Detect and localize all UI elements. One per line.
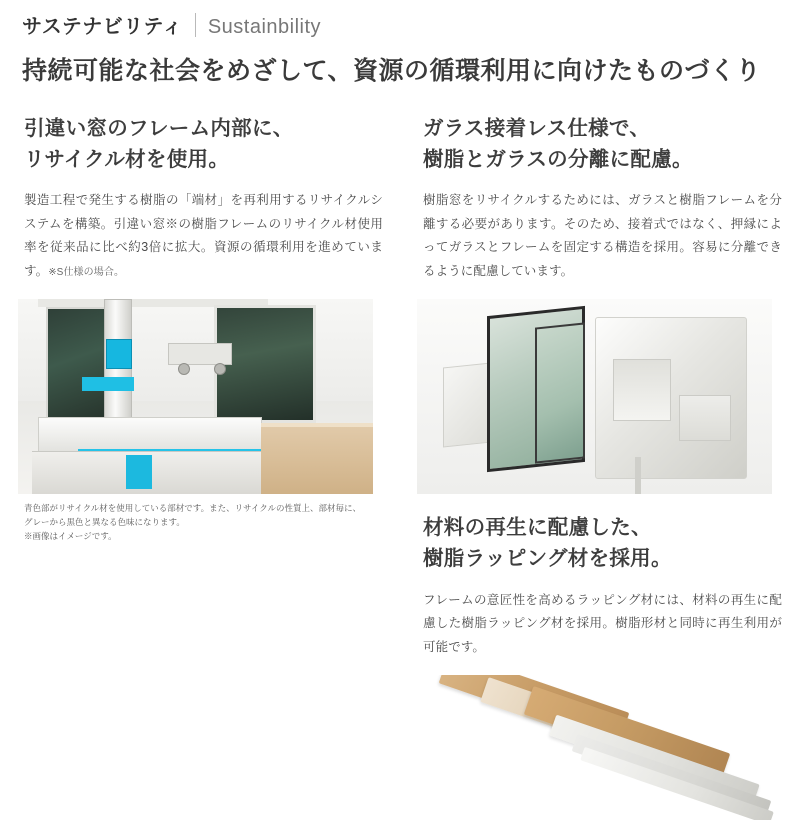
left-figure-caption-line3: ※画像はイメージです。 — [24, 530, 117, 541]
right-section2-title-line2: 樹脂ラッピング材を採用。 — [423, 547, 672, 571]
window-frame-cutaway-photo — [18, 299, 373, 494]
left-section-title-line2: リサイクル材を使用。 — [24, 148, 230, 172]
glass-resin-separation-photo — [417, 299, 772, 494]
recycled-material-part-1 — [106, 339, 132, 369]
left-section-title-line1: 引違い窓のフレーム内部に、 — [24, 117, 294, 140]
content-columns — [18, 113, 782, 820]
left-figure-caption-line2: グレーから黒色と異なる色味になります。 — [24, 517, 185, 528]
right-figure-2 — [417, 675, 782, 820]
frame-hollow-chamber-2 — [679, 395, 731, 441]
wood-counter-edge — [261, 423, 373, 427]
metal-plate — [168, 343, 232, 365]
right-section1-title — [417, 113, 782, 175]
right-section1-title-line2: 樹脂とガラスの分離に配慮。 — [423, 148, 693, 172]
left-figure — [18, 299, 383, 543]
glass-unit-inner — [535, 323, 585, 464]
recycled-material-part-3 — [126, 455, 152, 489]
right-section1-title-line1: ガラス接着レス仕様で、 — [423, 117, 651, 140]
right-column — [417, 113, 782, 820]
left-figure-caption — [18, 502, 383, 543]
header-title-jp: サステナビリティ — [22, 16, 183, 38]
window-sill — [38, 417, 262, 453]
recycled-material-part-2 — [82, 377, 134, 391]
wood-counter — [261, 423, 373, 494]
right-section2-body: フレームの意匠性を高めるラッピング材には、材料の再生に配慮した樹脂ラッピング材を採用。樹脂形材と同時に再生利用が可能です。 — [423, 592, 782, 654]
glazing-bead-clip — [443, 363, 491, 448]
right-section2 — [417, 512, 782, 820]
left-section-title — [18, 113, 383, 175]
page-header — [18, 10, 782, 39]
left-figure-caption-line1: 青色部がリサイクル材を使用している部材です。また、リサイクルの性質上、部材毎に、 — [24, 503, 361, 514]
page-title: 持続可能な社会をめざして、資源の循環利用に向けたものづくり — [22, 57, 762, 85]
header-title-en: Sustainbility — [207, 16, 322, 38]
frame-support-rod — [635, 457, 641, 494]
left-section-body-note: ※S仕様の場合。 — [48, 266, 125, 278]
frame-hollow-chamber-1 — [613, 359, 671, 421]
glass-pane-left — [46, 307, 108, 421]
wrapping-material-photo — [427, 675, 782, 820]
right-section1-body: 樹脂窓をリサイクルするためには、ガラスと樹脂フレームを分離する必要があります。そのため、接着式ではなく、押縁によってガラスとフレームを固定する構造を採用。容易に分離できるように配慮しています。 — [423, 193, 782, 278]
left-section-body — [18, 189, 383, 283]
left-section-body-text: 製造工程で発生する樹脂の「端材」を再利用するリサイクルシステムを構築。引違い窓※の樹脂フレームのリサイクル材使用率を従来品に比べ約3倍に拡大。資源の循環利用を進めています。 — [24, 193, 383, 278]
right-figure-1 — [417, 299, 782, 494]
header-divider — [195, 13, 196, 37]
left-column — [18, 113, 383, 820]
right-section2-title — [417, 512, 782, 574]
right-section2-title-line1: 材料の再生に配慮した、 — [423, 516, 652, 540]
